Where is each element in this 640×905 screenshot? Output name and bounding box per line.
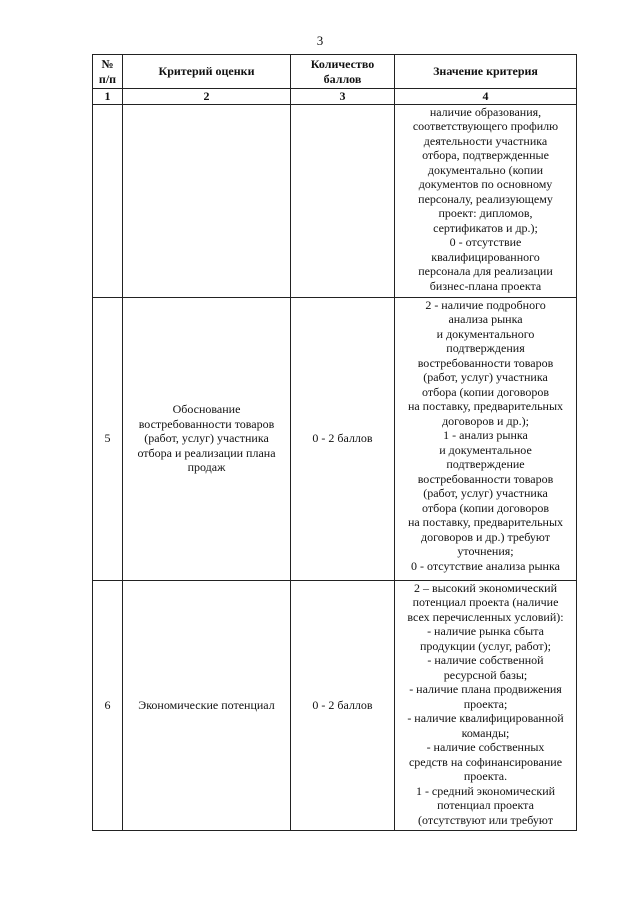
value-line: подтверждения [446,341,525,355]
column-index: 1 [93,89,123,105]
criterion-line: востребованности товаров [138,416,275,431]
value-line: команды; [461,725,510,740]
value-line: ресурсной базы; [443,667,528,682]
header-value: Значение критерия [395,55,577,89]
criterion-line: Обоснование [172,402,241,417]
value-line: договоров и др.) требуют [421,529,550,544]
value-line: всех перечисленных условий): [407,609,564,624]
value-line: потенциал проекта (наличие [412,595,559,609]
row-number [93,104,123,297]
value-cell [395,104,577,297]
value-line: и документального [436,326,535,341]
value-line: на поставку, предварительных [407,399,564,413]
header-row [93,55,577,89]
value-line: (работ, услуг) участника [423,370,548,384]
criterion-line: отбора и реализации плана [137,445,276,460]
value-line: отбора (копии договоров [422,384,549,399]
value-line: - наличие рынка сбыта [427,624,544,638]
value-line: персонала для реализации [418,264,553,278]
header-num-line: № [101,57,114,71]
value-line: - наличие квалифицированной [407,711,564,725]
value-line: востребованности товаров [417,355,554,370]
value-line: 2 - наличие подробного [425,297,546,312]
value-line: востребованности товаров [417,471,554,486]
value-line: 2 – высокий экономический [414,580,557,595]
column-index: 3 [291,89,395,105]
value-line: - наличие плана продвижения [409,682,562,696]
criteria-table [92,54,577,831]
value-cell [395,580,577,830]
criterion-cell [123,580,291,830]
header-criterion: Критерий оценки [123,55,291,89]
points-cell: 0 - 2 баллов [291,297,395,580]
value-cell [395,297,577,580]
value-line: и документальное [439,442,532,457]
value-line: соответствующего профилю [412,119,559,133]
column-index-row [93,89,577,105]
header-points [291,55,395,89]
row-number: 5 [93,297,123,580]
value-line: потенциал проекта [437,798,534,812]
table-row [93,104,577,297]
value-line: отбора, подтвержденные [422,148,549,162]
criterion-cell [123,297,291,580]
criterion-line: продаж [187,460,226,475]
value-line: 1 - анализ рынка [443,428,528,442]
value-line: - наличие собственной [427,653,544,667]
header-points-line: Количество [310,57,375,71]
table-row [93,297,577,580]
value-line: деятельности участника [423,133,548,148]
value-line: (отсутствуют или требуют [418,812,553,827]
page-number: 3 [316,33,324,48]
value-line: договоров и др.); [442,413,529,428]
value-line: 1 - средний экономический [415,783,556,798]
value-line: наличие образования, [429,104,542,119]
header-num-line: п/п [98,71,117,86]
value-line: проект: дипломов, [438,206,533,220]
value-line: проекта; [463,696,508,711]
value-line: персоналу, реализующему [418,191,553,206]
value-line: на поставку, предварительных [407,515,564,529]
value-line: проекта. [463,769,508,783]
header-num [93,55,123,89]
criterion-line: Экономические потенциал [138,697,275,712]
value-line: бизнес-плана проекта [429,278,542,293]
value-line: продукции (услуг, работ); [419,638,551,653]
value-line: средств на софинансирование [408,754,563,769]
value-line: 0 - отсутствие [449,235,522,249]
value-line: сертификатов и др.); [433,220,538,235]
value-line: уточнения; [457,544,514,558]
criterion-line: (работ, услуг) участника [144,431,269,446]
criterion-cell [123,104,291,297]
points-cell [291,104,395,297]
value-line: подтверждение [446,457,525,471]
header-points-line: баллов [323,71,362,86]
value-line: квалифицированного [431,249,540,264]
value-line: анализа рынка [448,312,523,326]
column-index: 4 [395,89,577,105]
value-line: (работ, услуг) участника [423,486,548,500]
points-cell: 0 - 2 баллов [291,580,395,830]
value-line: документов по основному [418,177,553,191]
value-line: - наличие собственных [426,740,545,754]
table-row [93,580,577,830]
value-line: отбора (копии договоров [422,500,549,515]
value-line: документально (копии [427,162,544,177]
column-index: 2 [123,89,291,105]
row-number: 6 [93,580,123,830]
value-line: 0 - отсутствие анализа рынка [411,558,560,573]
